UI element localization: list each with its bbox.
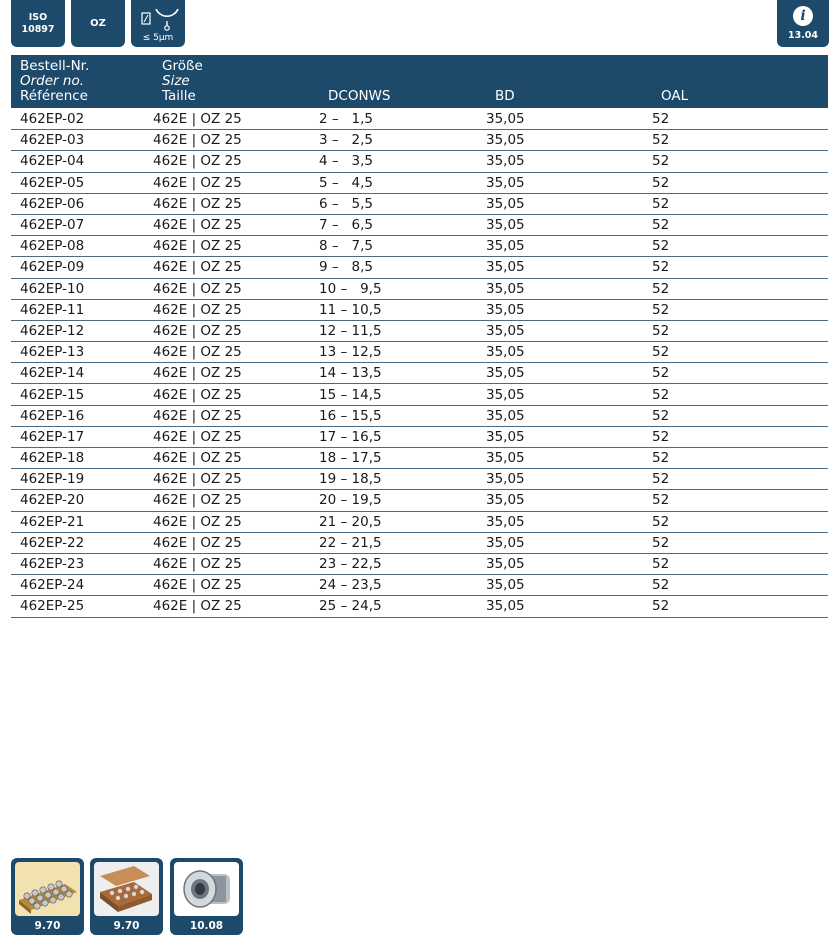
size-header [162, 59, 203, 104]
size-cell: 462E | OZ 25 [153, 405, 319, 426]
order-no-cell: 462EP-08 [11, 236, 153, 257]
order-no-header [20, 59, 89, 104]
dconws-cell: 20 – 19,5 [319, 490, 486, 511]
bd-cell: 35,05 [486, 490, 652, 511]
size-cell: 462E | OZ 25 [153, 342, 319, 363]
dconws-cell: 23 – 22,5 [319, 553, 486, 574]
order-no-cell: 462EP-12 [11, 320, 153, 341]
dconws-cell: 5 – 4,5 [319, 172, 486, 193]
size-cell: 462E | OZ 25 [153, 320, 319, 341]
collet-set-tray-icon [15, 862, 80, 916]
info-page-ref: 13.04 [787, 30, 819, 41]
oal-cell: 52 [652, 214, 828, 235]
order-no-cell: 462EP-25 [11, 596, 153, 617]
table-row [11, 151, 828, 172]
bd-cell: 35,05 [486, 151, 652, 172]
bd-cell: 35,05 [486, 342, 652, 363]
bd-cell: 35,05 [486, 278, 652, 299]
size-cell: 462E | OZ 25 [153, 214, 319, 235]
dconws-cell: 25 – 24,5 [319, 596, 486, 617]
table-row [11, 469, 828, 490]
dconws-cell: 6 – 5,5 [319, 193, 486, 214]
accessory-collet-set[interactable] [11, 858, 84, 935]
iso-number: 10897 [21, 23, 55, 35]
dconws-cell: 14 – 13,5 [319, 363, 486, 384]
table-row [11, 109, 828, 130]
bd-cell: 35,05 [486, 257, 652, 278]
size-header-en: Size [162, 73, 190, 89]
oal-cell: 52 [652, 469, 828, 490]
oal-cell: 52 [652, 596, 828, 617]
order-no-cell: 462EP-11 [11, 299, 153, 320]
oal-cell: 52 [652, 342, 828, 363]
size-cell: 462E | OZ 25 [153, 596, 319, 617]
table-header [11, 55, 828, 108]
table-row [11, 214, 828, 235]
table-row [11, 193, 828, 214]
oal-cell: 52 [652, 320, 828, 341]
oal-cell: 52 [652, 511, 828, 532]
order-no-cell: 462EP-16 [11, 405, 153, 426]
order-no-header-en: Order no. [20, 73, 84, 89]
oal-cell: 52 [652, 384, 828, 405]
table-row [11, 553, 828, 574]
dconws-cell: 22 – 21,5 [319, 532, 486, 553]
product-table-body [11, 109, 828, 617]
order-no-cell: 462EP-07 [11, 214, 153, 235]
accessory-clamping-nut[interactable] [170, 858, 243, 935]
order-no-cell: 462EP-21 [11, 511, 153, 532]
table-row [11, 342, 828, 363]
order-no-cell: 462EP-18 [11, 448, 153, 469]
oal-cell: 52 [652, 193, 828, 214]
bd-cell: 35,05 [486, 532, 652, 553]
table-row [11, 596, 828, 617]
table-row [11, 384, 828, 405]
info-icon: i [793, 6, 813, 26]
oal-cell: 52 [652, 532, 828, 553]
order-no-cell: 462EP-04 [11, 151, 153, 172]
accessory-page-ref: 10.08 [189, 920, 224, 932]
bd-cell: 35,05 [486, 130, 652, 151]
table-row [11, 448, 828, 469]
dconws-cell: 13 – 12,5 [319, 342, 486, 363]
order-no-cell: 462EP-05 [11, 172, 153, 193]
size-cell: 462E | OZ 25 [153, 130, 319, 151]
precision-badge [131, 0, 185, 47]
dconws-header: DCONWS [328, 88, 391, 104]
bd-cell: 35,05 [486, 384, 652, 405]
size-cell: 462E | OZ 25 [153, 490, 319, 511]
size-cell: 462E | OZ 25 [153, 469, 319, 490]
bd-cell: 35,05 [486, 299, 652, 320]
wooden-collet-box-icon [94, 862, 159, 916]
size-cell: 462E | OZ 25 [153, 299, 319, 320]
dconws-cell: 4 – 3,5 [319, 151, 486, 172]
accessory-page-ref: 9.70 [113, 920, 140, 932]
table-row [11, 511, 828, 532]
bd-cell: 35,05 [486, 363, 652, 384]
accessory-page-ref: 9.70 [34, 920, 61, 932]
order-no-cell: 462EP-24 [11, 575, 153, 596]
oal-cell: 52 [652, 448, 828, 469]
size-cell: 462E | OZ 25 [153, 448, 319, 469]
dconws-cell: 21 – 20,5 [319, 511, 486, 532]
table-row [11, 405, 828, 426]
order-no-cell: 462EP-09 [11, 257, 153, 278]
oal-cell: 52 [652, 257, 828, 278]
dconws-cell: 17 – 16,5 [319, 426, 486, 447]
bd-header: BD [495, 88, 515, 104]
dconws-cell: 2 – 1,5 [319, 109, 486, 130]
bd-cell: 35,05 [486, 172, 652, 193]
product-table [11, 109, 828, 618]
table-row [11, 490, 828, 511]
order-no-cell: 462EP-20 [11, 490, 153, 511]
size-cell: 462E | OZ 25 [153, 193, 319, 214]
dconws-cell: 10 – 9,5 [319, 278, 486, 299]
table-row [11, 257, 828, 278]
size-cell: 462E | OZ 25 [153, 553, 319, 574]
order-no-header-fr: Référence [20, 88, 88, 104]
table-row [11, 130, 828, 151]
oal-cell: 52 [652, 130, 828, 151]
size-header-de: Größe [162, 58, 203, 74]
size-cell: 462E | OZ 25 [153, 278, 319, 299]
table-row [11, 278, 828, 299]
size-cell: 462E | OZ 25 [153, 151, 319, 172]
order-no-header-de: Bestell-Nr. [20, 58, 90, 74]
table-row [11, 236, 828, 257]
iso-10897-badge [11, 0, 65, 47]
table-row [11, 532, 828, 553]
oal-cell: 52 [652, 426, 828, 447]
order-no-cell: 462EP-17 [11, 426, 153, 447]
clamping-nut-icon [174, 862, 239, 916]
order-no-cell: 462EP-06 [11, 193, 153, 214]
order-no-cell: 462EP-10 [11, 278, 153, 299]
size-cell: 462E | OZ 25 [153, 511, 319, 532]
order-no-cell: 462EP-14 [11, 363, 153, 384]
dconws-cell: 11 – 10,5 [319, 299, 486, 320]
size-cell: 462E | OZ 25 [153, 172, 319, 193]
table-row [11, 172, 828, 193]
oal-cell: 52 [652, 299, 828, 320]
iso-label: ISO [28, 11, 48, 23]
dconws-cell: 8 – 7,5 [319, 236, 486, 257]
order-no-cell: 462EP-23 [11, 553, 153, 574]
bd-cell: 35,05 [486, 405, 652, 426]
bd-cell: 35,05 [486, 575, 652, 596]
size-cell: 462E | OZ 25 [153, 575, 319, 596]
size-cell: 462E | OZ 25 [153, 384, 319, 405]
order-no-cell: 462EP-19 [11, 469, 153, 490]
oal-cell: 52 [652, 151, 828, 172]
oal-cell: 52 [652, 405, 828, 426]
size-cell: 462E | OZ 25 [153, 257, 319, 278]
order-no-cell: 462EP-13 [11, 342, 153, 363]
oal-cell: 52 [652, 109, 828, 130]
runout-gauge-icon [134, 9, 182, 31]
bd-cell: 35,05 [486, 193, 652, 214]
oal-cell: 52 [652, 172, 828, 193]
bd-cell: 35,05 [486, 426, 652, 447]
order-no-cell: 462EP-22 [11, 532, 153, 553]
bd-cell: 35,05 [486, 109, 652, 130]
oal-cell: 52 [652, 236, 828, 257]
dconws-cell: 9 – 8,5 [319, 257, 486, 278]
bd-cell: 35,05 [486, 214, 652, 235]
precision-label: ≤ 5µm [142, 33, 174, 43]
bd-cell: 35,05 [486, 596, 652, 617]
accessory-wooden-box[interactable] [90, 858, 163, 935]
bd-cell: 35,05 [486, 469, 652, 490]
table-row [11, 575, 828, 596]
oal-cell: 52 [652, 363, 828, 384]
dconws-cell: 12 – 11,5 [319, 320, 486, 341]
oal-header: OAL [661, 88, 689, 104]
bd-cell: 35,05 [486, 236, 652, 257]
bd-cell: 35,05 [486, 511, 652, 532]
dconws-cell: 16 – 15,5 [319, 405, 486, 426]
dconws-cell: 19 – 18,5 [319, 469, 486, 490]
oz-badge [71, 0, 125, 47]
size-cell: 462E | OZ 25 [153, 363, 319, 384]
dconws-cell: 15 – 14,5 [319, 384, 486, 405]
dconws-cell: 18 – 17,5 [319, 448, 486, 469]
table-row [11, 299, 828, 320]
dconws-cell: 24 – 23,5 [319, 575, 486, 596]
oal-cell: 52 [652, 490, 828, 511]
size-header-fr: Taille [162, 88, 196, 104]
bd-cell: 35,05 [486, 553, 652, 574]
order-no-cell: 462EP-02 [11, 109, 153, 130]
size-cell: 462E | OZ 25 [153, 109, 319, 130]
dconws-cell: 7 – 6,5 [319, 214, 486, 235]
order-no-cell: 462EP-15 [11, 384, 153, 405]
table-row [11, 320, 828, 341]
table-row [11, 363, 828, 384]
bd-cell: 35,05 [486, 448, 652, 469]
size-cell: 462E | OZ 25 [153, 532, 319, 553]
oal-cell: 52 [652, 553, 828, 574]
oal-cell: 52 [652, 278, 828, 299]
bd-cell: 35,05 [486, 320, 652, 341]
oz-label: OZ [90, 18, 106, 29]
order-no-cell: 462EP-03 [11, 130, 153, 151]
table-row [11, 426, 828, 447]
size-cell: 462E | OZ 25 [153, 426, 319, 447]
oal-cell: 52 [652, 575, 828, 596]
dconws-cell: 3 – 2,5 [319, 130, 486, 151]
size-cell: 462E | OZ 25 [153, 236, 319, 257]
info-badge[interactable] [777, 0, 829, 47]
